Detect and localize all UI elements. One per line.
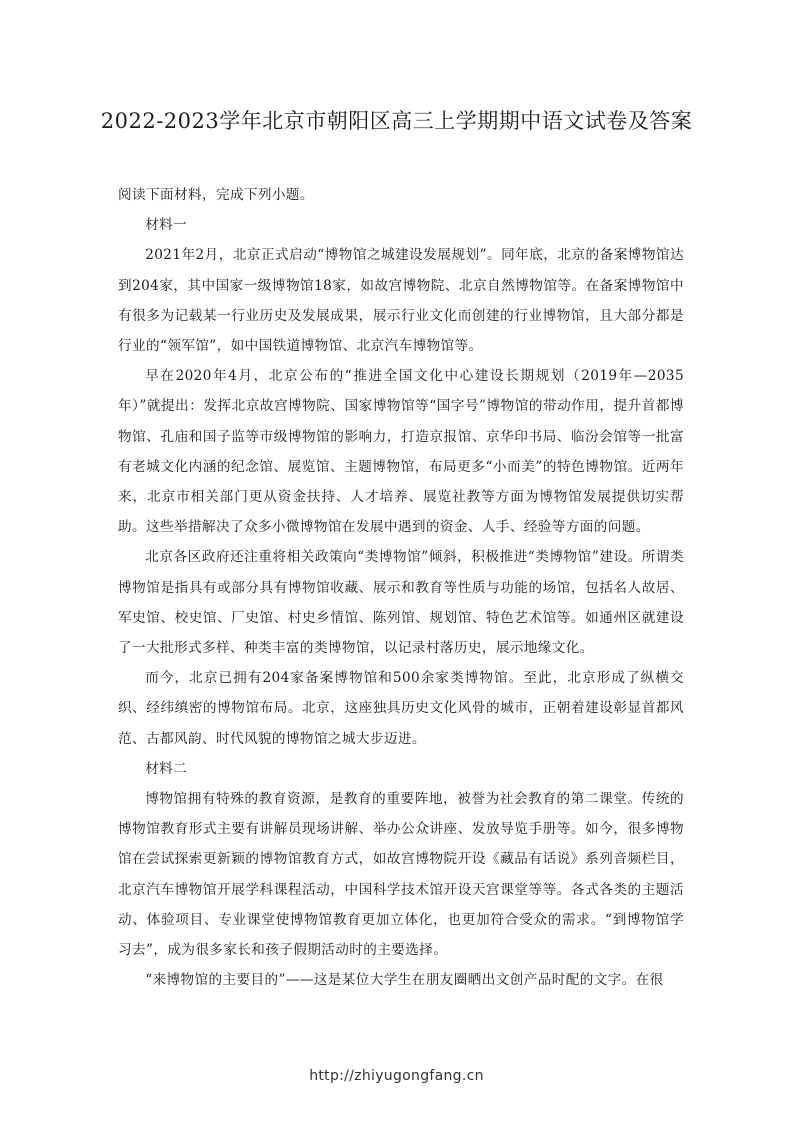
material-1-paragraph-1: 2021年2月，北京正式启动“博物馆之城建设发展规划”。同年底，北京的备案博物馆达到204家，其中国家一级博物馆18家，如故宫博物院、北京自然博物馆等。在备案博物馆中有很多为记载某一行业历史及发展成果，展示行业文化而创建的行业博物馆，且大部分都是行业的“领军馆”，如中国铁道博物馆、北京汽车博物馆等。 [118, 247, 684, 355]
footer-url[interactable]: http://zhiyugongfang.cn [309, 1068, 484, 1084]
document-title: 2022-2023学年北京市朝阳区高三上学期期中语文试卷及答案 [100, 109, 693, 133]
document-body [118, 180, 684, 995]
instruction-text: 阅读下面材料，完成下列小题。 [118, 187, 314, 203]
material-2-paragraph-1: 博物馆拥有特殊的教育资源，是教育的重要阵地，被誉为社会教育的第二课堂。传统的博物馆教育形式主要有讲解员现场讲解、举办公众讲座、发放导览手册等。如今，很多博物馆在尝试探索更新颖的博物馆教育方式，如故宫博物院开设《藏品有话说》系列音频栏目，北京汽车博物馆开展学科课程活动，中国科学技术馆开设天宫课堂等等。各式各类的主题活动、体验项目、专业课堂使博物馆教育更加立体化，也更加符合受众的需求。“到博物馆学习去”，成为很多家长和孩子假期活动时的主要选择。 [118, 791, 684, 959]
material-2-paragraph-2: “来博物馆的主要目的”——这是某位大学生在朋友圈晒出文创产品时配的文字。在很 [145, 972, 664, 989]
material-1-paragraph-2: 早在2020年4月，北京公布的“推进全国文化中心建设长期规划（2019年—2035年）”就提出：发挥北京故宫博物院、国家博物馆等“国字号”博物馆的带动作用，提升首都博物馆、孔庙和国子监等市级博物馆的影响力，打造京报馆、京华印书局、临汾会馆等一批富有老城文化内涵的纪念馆、展览馆、主题博物馆，布局更多“小而美”的特色博物馆。近两年来，北京市相关部门更从资金扶持、人才培养、展览社教等方面为博物馆发展提供切实帮助。这些举措解决了众多小微博物馆在发展中遇到的资金、人手、经验等方面的问题。 [118, 368, 684, 536]
material-1-paragraph-4: 而今，北京已拥有204家备案博物馆和500余家类博物馆。至此，北京形成了纵横交织、经纬缜密的博物馆布局。北京，这座独具历史文化风骨的城市，正朝着建设彰显首都风范、古都风韵、时代风貌的博物馆之城大步迈进。 [118, 670, 684, 747]
material-1-paragraph-3: 北京各区政府还注重将相关政策向“类博物馆”倾斜，积极推进“类博物馆”建设。所谓类博物馆是指具有或部分具有博物馆收藏、展示和教育等性质与功能的场馆，包括名人故居、军史馆、校史馆、厂史馆、村史乡情馆、陈列馆、规划馆、特色艺术馆等。如通州区就建设了一大批形式多样、种类丰富的类博物馆，以记录村落历史，展示地缘文化。 [118, 549, 684, 657]
material-1-label: 材料一 [145, 217, 188, 234]
material-2-label: 材料二 [145, 760, 188, 777]
